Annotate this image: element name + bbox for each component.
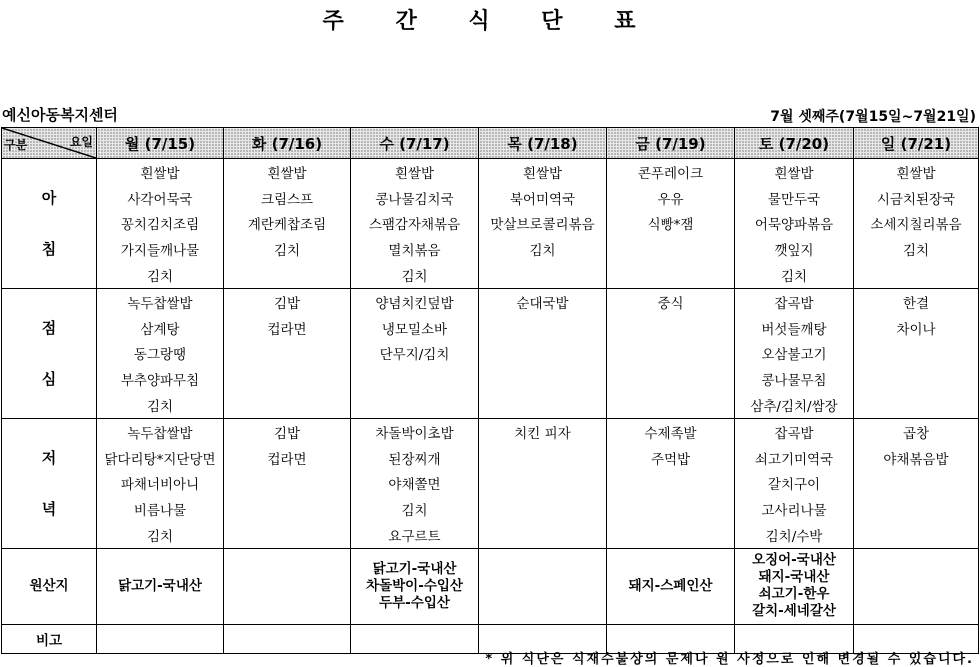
day-header: 월 (7/15): [97, 128, 224, 159]
menu-item: [224, 341, 351, 367]
menu-item: [607, 341, 735, 367]
menu-item: [854, 341, 979, 367]
menu-item: [607, 236, 735, 262]
menu-item: [224, 366, 351, 392]
menu-item: 단무지/김치: [351, 341, 479, 367]
menu-item: 김치: [224, 236, 351, 262]
menu-item: 시금치된장국: [854, 185, 979, 211]
meal-label-top: 점: [41, 319, 57, 338]
menu-item: 계란케찹조림: [224, 211, 351, 237]
menu-item: [479, 471, 607, 497]
menu-item: 순대국밥: [479, 288, 607, 314]
menu-item: 동그랑땡: [97, 341, 224, 367]
origin-line: 돼지-스페인산: [628, 577, 713, 594]
menu-item: 소세지칠리볶음: [854, 211, 979, 237]
meal-label-bottom: 녁: [41, 500, 57, 519]
meal-row: [2, 392, 979, 418]
menu-item: 흰쌀밥: [224, 159, 351, 185]
day-header: 토 (7/20): [735, 128, 854, 159]
menu-item: [479, 496, 607, 522]
menu-item: [224, 262, 351, 288]
menu-item: 잡곡밥: [735, 288, 854, 314]
menu-item: 주먹밥: [607, 445, 735, 471]
menu-item: 닭다리탕*지단당면: [97, 445, 224, 471]
menu-item: 차이나: [854, 315, 979, 341]
week-range: 7월 셋째주(7월15일~7월21일): [770, 109, 976, 125]
corner-label-category: 구분: [4, 138, 28, 152]
menu-item: [854, 471, 979, 497]
menu-item: 흰쌀밥: [479, 159, 607, 185]
menu-item: 양념치킨덮밥: [351, 288, 479, 314]
menu-item: [479, 341, 607, 367]
origin-cell: [479, 548, 607, 624]
origin-cell: [224, 548, 351, 624]
day-header: 화 (7/16): [224, 128, 351, 159]
page-title: 주 간 식 단 표: [322, 9, 658, 34]
menu-item: 스팸감자채볶음: [351, 211, 479, 237]
menu-item: 식빵*잼: [607, 211, 735, 237]
menu-item: 곱창: [854, 418, 979, 444]
menu-item: 흰쌀밥: [351, 159, 479, 185]
menu-item: 멸치볶음: [351, 236, 479, 262]
meal-label-bottom: 심: [41, 370, 57, 389]
menu-item: 야채볶음밥: [854, 445, 979, 471]
menu-item: 냉모밀소바: [351, 315, 479, 341]
meal-row: [2, 445, 979, 471]
menu-item: 컵라면: [224, 315, 351, 341]
menu-item: [607, 522, 735, 548]
menu-item: 수제족발: [607, 418, 735, 444]
menu-item: 맛살브로콜리볶음: [479, 211, 607, 237]
meal-row: [2, 496, 979, 522]
menu-item: [479, 392, 607, 418]
menu-item: 흰쌀밥: [97, 159, 224, 185]
menu-item: 녹두찹쌀밥: [97, 288, 224, 314]
weekly-menu-table: [1, 127, 979, 654]
day-header: 수 (7/17): [351, 128, 479, 159]
menu-item: 콩나물김치국: [351, 185, 479, 211]
meal-row: [2, 288, 979, 314]
menu-item: 김치: [97, 522, 224, 548]
meal-row: [2, 341, 979, 367]
menu-item: 부추양파무침: [97, 366, 224, 392]
menu-item: 오삼불고기: [735, 341, 854, 367]
menu-item: 잡곡밥: [735, 418, 854, 444]
meal-row: [2, 236, 979, 262]
menu-item: 삼계탕: [97, 315, 224, 341]
menu-item: [351, 366, 479, 392]
meal-label: [2, 418, 97, 548]
menu-item: [224, 392, 351, 418]
origin-line: 차돌박이-수입산: [366, 577, 463, 594]
meal-row: [2, 262, 979, 288]
menu-item: 치킨 피자: [479, 418, 607, 444]
menu-item: [479, 315, 607, 341]
remarks-cell: [97, 624, 224, 653]
origin-cell: [97, 548, 224, 624]
org-name: 예신아동복지센터: [2, 106, 118, 124]
menu-item: 김치: [735, 262, 854, 288]
menu-item: [479, 262, 607, 288]
menu-item: [607, 496, 735, 522]
origin-line: 두부-수입산: [379, 594, 450, 611]
meal-label: [2, 288, 97, 418]
menu-item: 가지들깨나물: [97, 236, 224, 262]
menu-item: 물만두국: [735, 185, 854, 211]
meal-row: [2, 211, 979, 237]
meal-label-top: 저: [41, 449, 57, 468]
menu-item: [224, 471, 351, 497]
menu-item: [607, 315, 735, 341]
menu-item: 사각어묵국: [97, 185, 224, 211]
menu-item: 김치: [479, 236, 607, 262]
menu-item: [607, 366, 735, 392]
menu-item: 크림스프: [224, 185, 351, 211]
meal-label: [2, 159, 97, 289]
menu-item: [607, 262, 735, 288]
origin-line: 오징어-국내산: [752, 552, 836, 569]
origin-label: 원산지: [2, 548, 97, 624]
origin-line: 닭고기-국내산: [118, 577, 202, 594]
meal-label-bottom: 침: [41, 240, 57, 259]
menu-item: [607, 471, 735, 497]
menu-item: 버섯들깨탕: [735, 315, 854, 341]
remarks-cell: [351, 624, 479, 653]
menu-item: [607, 392, 735, 418]
menu-item: [854, 262, 979, 288]
menu-item: 요구르트: [351, 522, 479, 548]
menu-item: 야채쫄면: [351, 471, 479, 497]
corner-cell: [2, 128, 97, 159]
header-row: [2, 128, 979, 159]
menu-item: 김치: [97, 392, 224, 418]
menu-item: 삼추/김치/쌈장: [735, 392, 854, 418]
menu-item: 김치: [97, 262, 224, 288]
origin-line: 닭고기-국내산: [372, 560, 457, 577]
menu-item: 어묵양파볶음: [735, 211, 854, 237]
origin-cell: [607, 548, 735, 624]
remarks-label: 비고: [2, 624, 97, 653]
menu-item: 파채너비아니: [97, 471, 224, 497]
menu-item: 흰쌀밥: [854, 159, 979, 185]
remarks-cell: [224, 624, 351, 653]
menu-item: 우유: [607, 185, 735, 211]
menu-item: [854, 522, 979, 548]
day-header: 일 (7/21): [854, 128, 979, 159]
menu-item: [479, 445, 607, 471]
menu-item: 김치: [351, 262, 479, 288]
menu-item: 꽁치김치조림: [97, 211, 224, 237]
menu-item: 쇠고기미역국: [735, 445, 854, 471]
menu-item: [854, 392, 979, 418]
origin-line: 돼지-국내산: [758, 569, 830, 586]
menu-item: [479, 522, 607, 548]
menu-item: 깻잎지: [735, 236, 854, 262]
menu-item: 흰쌀밥: [735, 159, 854, 185]
menu-item: 컵라면: [224, 445, 351, 471]
menu-item: 된장찌개: [351, 445, 479, 471]
origin-cell: [854, 548, 979, 624]
menu-item: 차돌박이초밥: [351, 418, 479, 444]
menu-item: 김치: [351, 496, 479, 522]
menu-item: 한결: [854, 288, 979, 314]
menu-item: 콩나물무침: [735, 366, 854, 392]
meal-row: [2, 366, 979, 392]
origin-line: 쇠고기-한우: [758, 586, 830, 603]
menu-item: 중식: [607, 288, 735, 314]
meal-row: [2, 185, 979, 211]
origin-row: [2, 548, 979, 624]
menu-item: [854, 366, 979, 392]
menu-item: [351, 392, 479, 418]
meal-row: [2, 159, 979, 185]
menu-item: [854, 496, 979, 522]
menu-item: [224, 522, 351, 548]
origin-line: 갈치-세네갈산: [752, 603, 836, 620]
corner-label-day: 요일: [69, 135, 93, 149]
meal-row: [2, 418, 979, 444]
origin-cell: [351, 548, 479, 624]
menu-item: 콘푸레이크: [607, 159, 735, 185]
menu-item: 고사리나물: [735, 496, 854, 522]
menu-item: 갈치구이: [735, 471, 854, 497]
menu-item: 김치: [854, 236, 979, 262]
menu-item: 김치/수박: [735, 522, 854, 548]
menu-item: 녹두찹쌀밥: [97, 418, 224, 444]
meal-row: [2, 471, 979, 497]
menu-item: 김밥: [224, 418, 351, 444]
meal-label-top: 아: [41, 189, 57, 208]
day-header: 목 (7/18): [479, 128, 607, 159]
menu-item: [479, 366, 607, 392]
footnote: * 위 식단은 식재수불상의 문제나 원 사정으로 인해 변경될 수 있습니다.: [485, 652, 974, 667]
menu-item: 비름나물: [97, 496, 224, 522]
origin-cell: [735, 548, 854, 624]
meal-row: [2, 522, 979, 548]
day-header: 금 (7/19): [607, 128, 735, 159]
meal-row: [2, 315, 979, 341]
menu-item: [224, 496, 351, 522]
menu-item: 북어미역국: [479, 185, 607, 211]
menu-item: 김밥: [224, 288, 351, 314]
